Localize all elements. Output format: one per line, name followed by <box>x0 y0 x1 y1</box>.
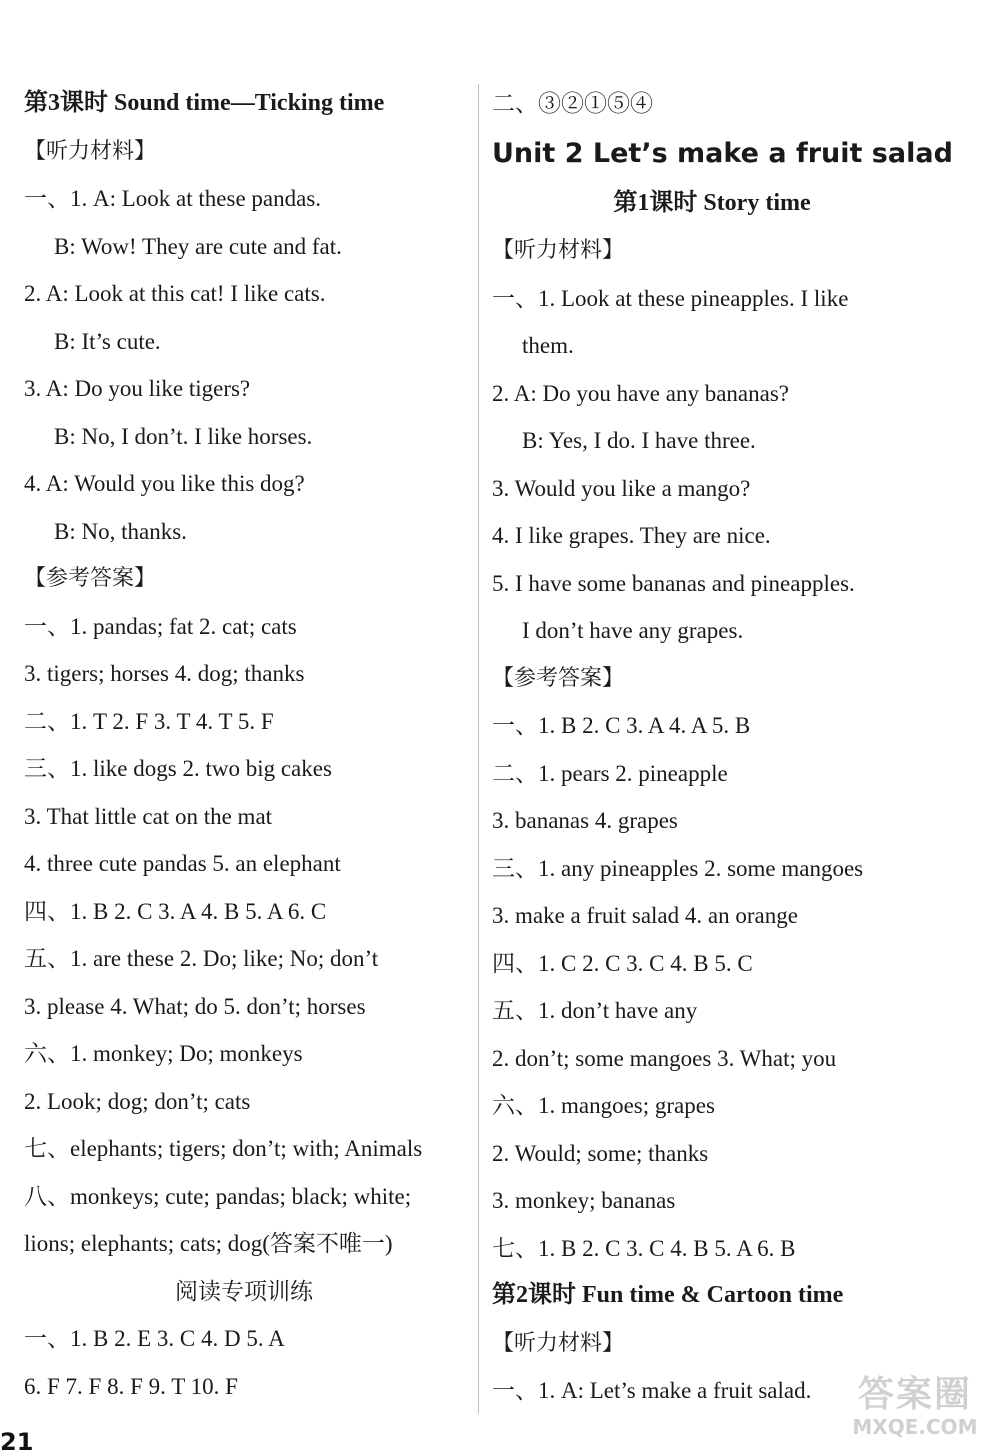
text-line: 一、1. A: Let’s make a fruit salad. <box>492 1378 812 1403</box>
text-line: 3. That little cat on the mat <box>24 803 273 829</box>
text-line-indented: B: Wow! They are cute and fat. <box>54 233 342 259</box>
text-line: 五、1. are these 2. Do; like; No; don’t <box>24 946 379 971</box>
text-line: 三、1. like dogs 2. two big cakes <box>24 756 332 781</box>
text-line: 四、1. C 2. C 3. C 4. B 5. C <box>492 950 753 976</box>
text-line: 一、1. B 2. C 3. A 4. A 5. B <box>492 713 751 738</box>
text-line: 一、1. pandas; fat 2. cat; cats <box>24 613 297 639</box>
text-line: 二、1. T 2. F 3. T 4. T 5. F <box>24 708 274 734</box>
text-line: 2. Would; some; thanks <box>492 1140 709 1166</box>
section-heading: 【参考答案】 <box>492 665 625 691</box>
lesson-heading: 第1课时 Story time <box>613 189 811 216</box>
text-line: 3. please 4. What; do 5. don’t; horses <box>24 993 366 1019</box>
watermark-top-text: 答案圈 <box>857 1374 972 1415</box>
text-line: 二、③②①⑤④ <box>492 91 653 116</box>
text-line: 3. bananas 4. grapes <box>492 808 678 833</box>
unit-title: Unit 2 Let’s make a fruit salad <box>492 137 953 169</box>
right-column <box>492 80 953 1415</box>
text-line-indented: B: No, I don’t. I like horses. <box>54 423 313 449</box>
text-line: 七、1. B 2. C 3. C 4. B 5. A 6. B <box>492 1235 796 1261</box>
text-line-indented: I don’t have any grapes. <box>522 618 744 643</box>
text-line: 五、1. don’t have any <box>492 998 698 1023</box>
left-column <box>24 80 464 1410</box>
text-line: 三、1. any pineapples 2. some mangoes <box>492 855 864 881</box>
text-line: 4. A: Would you like this dog? <box>24 471 305 496</box>
column-divider <box>478 84 479 1414</box>
watermark-bottom-text: MXQE.COM <box>852 1415 978 1439</box>
text-line: 二、1. pears 2. pineapple <box>492 760 728 786</box>
text-line: 2. Look; dog; don’t; cats <box>24 1088 251 1114</box>
text-line: 2. A: Look at this cat! I like cats. <box>24 281 326 306</box>
section-heading: 【参考答案】 <box>24 566 157 591</box>
text-line: 七、elephants; tigers; don’t; with; Animals <box>24 1136 423 1161</box>
text-line: 一、1. B 2. E 3. C 4. D 5. A <box>24 1326 285 1351</box>
watermark-logo <box>840 1375 990 1445</box>
text-line: 3. tigers; horses 4. dog; thanks <box>24 661 305 686</box>
text-line-indented: B: No, thanks. <box>54 518 187 544</box>
text-line: 2. don’t; some mangoes 3. What; you <box>492 1045 837 1071</box>
section-title: 阅读专项训练 <box>175 1278 313 1304</box>
text-line: 6. F 7. F 8. F 9. T 10. F <box>24 1373 238 1399</box>
text-line: 六、1. mangoes; grapes <box>492 1093 715 1118</box>
text-line: 2. A: Do you have any bananas? <box>492 380 790 406</box>
text-line-indented: B: Yes, I do. I have three. <box>522 428 756 453</box>
text-line-indented: them. <box>522 333 574 358</box>
text-line: 3. make a fruit salad 4. an orange <box>492 903 798 928</box>
text-line: 一、1. A: Look at these pandas. <box>24 186 322 211</box>
page-number: 21 <box>0 1428 34 1456</box>
text-line: 3. Would you like a mango? <box>492 475 751 501</box>
text-line: lions; elephants; cats; dog(答案不唯一) <box>24 1231 393 1256</box>
section-heading: 【听力材料】 <box>492 238 625 263</box>
section-heading: 【听力材料】 <box>24 138 157 164</box>
text-line: 3. A: Do you like tigers? <box>24 376 251 401</box>
text-line: 八、monkeys; cute; pandas; black; white; <box>24 1183 412 1209</box>
section-heading: 【听力材料】 <box>492 1330 625 1356</box>
text-line: 六、1. monkey; Do; monkeys <box>24 1041 303 1066</box>
text-line: 四、1. B 2. C 3. A 4. B 5. A 6. C <box>24 898 327 924</box>
lesson-heading: 第3课时 Sound time—Ticking time <box>24 90 385 116</box>
text-line: 4. I like grapes. They are nice. <box>492 523 771 548</box>
text-line-indented: B: It’s cute. <box>54 328 161 354</box>
text-line: 5. I have some bananas and pineapples. <box>492 570 855 596</box>
lesson-heading: 第2课时 Fun time & Cartoon time <box>492 1282 844 1308</box>
text-line: 一、1. Look at these pineapples. I like <box>492 285 849 311</box>
text-line: 3. monkey; bananas <box>492 1188 676 1213</box>
text-line: 4. three cute pandas 5. an elephant <box>24 851 341 876</box>
